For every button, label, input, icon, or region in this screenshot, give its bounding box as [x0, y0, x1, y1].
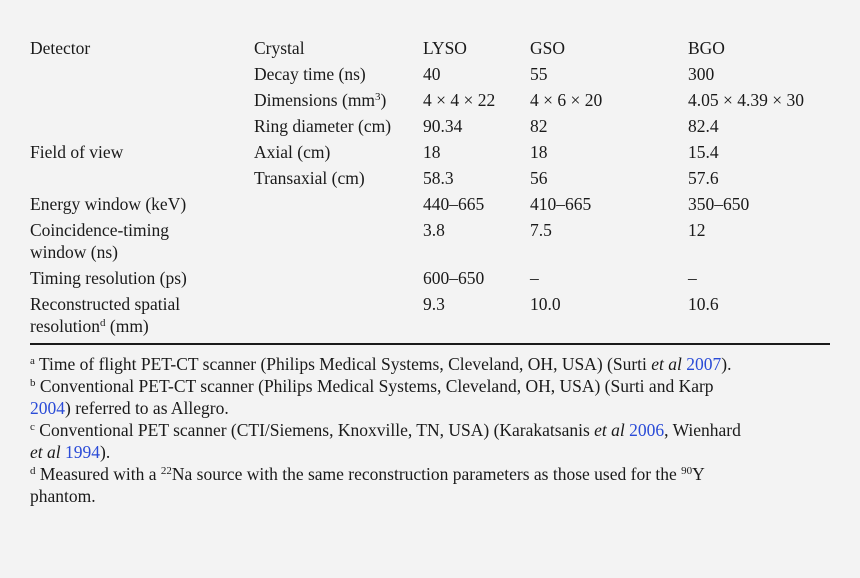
citation-link[interactable]: 1994	[65, 442, 100, 462]
cell-bgo: 10.6	[688, 294, 719, 314]
cell-lyso: 9.3	[423, 294, 445, 314]
citation-link[interactable]: 2006	[629, 420, 665, 440]
table-row	[30, 267, 830, 293]
cell-gso: 18	[530, 142, 548, 162]
table-row	[30, 63, 830, 89]
row-group-label: Timing resolution (ps)	[30, 268, 187, 288]
table-row	[30, 167, 830, 193]
header-detector: Detector	[30, 38, 91, 58]
cell-gso: 7.5	[530, 220, 552, 240]
cell-bgo: 57.6	[688, 168, 719, 188]
header-bgo: BGO	[688, 38, 725, 58]
cell-lyso: 40	[423, 64, 441, 84]
cell-bgo: 300	[688, 64, 715, 84]
cell-gso: 4 × 6 × 20	[530, 90, 603, 110]
cell-bgo: 350–650	[688, 194, 750, 214]
row-group-label: Field of view	[30, 142, 124, 162]
citation-link[interactable]: 2004	[30, 398, 65, 418]
cell-bgo: 4.05 × 4.39 × 30	[688, 90, 804, 110]
row-label: Decay time (ns)	[254, 64, 366, 84]
footnote-d: $^d$ Measured with a $^{22}$Na source with the same reconstruction parameters as those used for the $^{90}$Y phantom.	[30, 464, 705, 506]
table-row	[30, 115, 830, 141]
table-row	[30, 293, 830, 341]
cell-lyso: 600–650	[423, 268, 485, 288]
citation-link[interactable]: 2007	[686, 354, 722, 374]
header-lyso: LYSO	[423, 38, 467, 58]
cell-gso: 82	[530, 116, 548, 136]
table-row	[30, 219, 830, 267]
cell-gso: –	[530, 268, 539, 288]
header-gso: GSO	[530, 38, 566, 58]
cell-gso: 55	[530, 64, 548, 84]
cell-gso: 10.0	[530, 294, 561, 314]
cell-lyso: 58.3	[423, 168, 454, 188]
cell-gso: 410–665	[530, 194, 592, 214]
footnotes	[30, 353, 830, 507]
table-row	[30, 193, 830, 219]
cell-lyso: 440–665	[423, 194, 485, 214]
table-row	[30, 141, 830, 167]
specs-table	[30, 37, 830, 341]
cell-lyso: 90.34	[423, 116, 463, 136]
row-label: Transaxial (cm)	[254, 168, 365, 188]
cell-bgo: 12	[688, 220, 706, 240]
cell-gso: 56	[530, 168, 548, 188]
cell-lyso: 3.8	[423, 220, 445, 240]
row-label: Ring diameter (cm)	[254, 116, 392, 136]
cell-bgo: –	[688, 268, 697, 288]
table-bottom-rule	[30, 343, 830, 345]
cell-bgo: 82.4	[688, 116, 719, 136]
row-label: Axial (cm)	[254, 142, 331, 162]
row-group-label: Energy window (keV)	[30, 194, 187, 214]
cell-lyso: 18	[423, 142, 441, 162]
table-header-row	[30, 37, 830, 63]
cell-lyso: 4 × 4 × 22	[423, 90, 496, 110]
footnote-b: $^b$ Conventional PET-CT scanner (Philips Medical Systems, Cleveland, OH, USA) (Surti and Karp 2004) referred to as Allegro.	[30, 376, 714, 418]
table-row	[30, 89, 830, 115]
row-label: Dimensions $(mm^3)$	[254, 90, 387, 110]
row-group-label: Coincidence-timing window (ns)	[30, 220, 169, 262]
footnote-c: $^c$ Conventional PET scanner (CTI/Siemens, Knoxville, TN, USA) (Karakatsanis et al 2006, Wienhard et al 1994).	[30, 420, 741, 462]
row-group-label: Reconstructed spatial resolution$^d$ (mm)	[30, 294, 181, 336]
header-crystal: Crystal	[254, 38, 305, 58]
footnote-a: $^a$ Time of flight PET-CT scanner (Philips Medical Systems, Cleveland, OH, USA) (Surti et al 2007).	[30, 354, 732, 374]
cell-bgo: 15.4	[688, 142, 719, 162]
